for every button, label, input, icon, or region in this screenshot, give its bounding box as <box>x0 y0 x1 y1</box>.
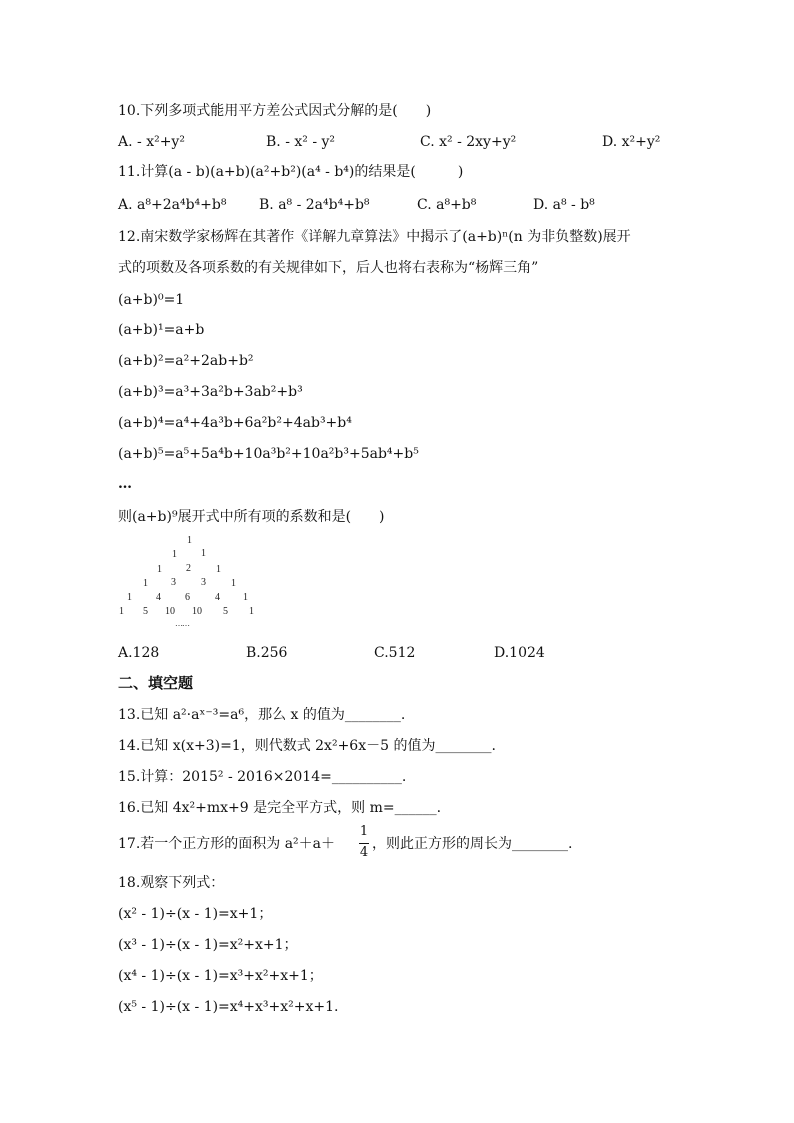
q18-line-3: (x⁵ - 1)÷(x - 1)=x⁴+x³+x²+x+1. <box>118 999 339 1015</box>
q10-option-d: D. x²+y² <box>602 134 661 150</box>
triangle-r1-c1: 1 <box>201 548 206 559</box>
triangle-r5-c0: 1 <box>119 606 124 617</box>
triangle-r1-c0: 1 <box>172 549 177 560</box>
q17-fraction-denominator: 4 <box>359 845 369 860</box>
triangle-r4-c2: 6 <box>185 592 190 603</box>
q15: 15.计算：2015² - 2016×2014=__________. <box>118 769 407 785</box>
triangle-r3-c1: 3 <box>171 577 176 588</box>
q10-stem: 10.下列多项式能用平方差公式因式分解的是( ) <box>118 103 432 119</box>
q12-expansion-0: (a+b)⁰=1 <box>118 292 185 308</box>
triangle-r2-c2: 1 <box>216 564 221 575</box>
triangle-r5-c3: 10 <box>192 606 202 617</box>
q18-stem: 18.观察下列式： <box>118 875 225 891</box>
q12-option-b: B.256 <box>246 645 288 661</box>
section-title-fill-in: 二、填空题 <box>118 674 194 692</box>
triangle-r4-c0: 1 <box>127 592 132 603</box>
triangle-r5-c1: 5 <box>143 606 148 617</box>
q11-option-b: B. a⁸ - 2a⁴b⁴+b⁸ <box>259 197 370 213</box>
q17-fraction-numerator: 1 <box>359 824 369 839</box>
q11-option-d: D. a⁸ - b⁸ <box>533 197 595 213</box>
q12-expansion-1: (a+b)¹=a+b <box>118 322 205 338</box>
q17-fraction-bar <box>359 843 369 844</box>
q17-suffix: ，则此正方形的周长为________. <box>372 836 573 852</box>
triangle-r0-c0: 1 <box>187 535 192 546</box>
triangle-r4-c4: 1 <box>243 592 248 603</box>
q13: 13.已知 a²·aˣ⁻³=a⁶，那么 x 的值为________. <box>118 707 406 723</box>
q11-option-c: C. a⁸+b⁸ <box>417 197 477 213</box>
triangle-r5-c5: 1 <box>249 606 254 617</box>
triangle-r2-c1: 2 <box>186 563 191 574</box>
triangle-r5-c2: 10 <box>165 606 175 617</box>
triangle-r4-c3: 4 <box>215 592 220 603</box>
q12-expansion-4: (a+b)⁴=a⁴+4a³b+6a²b²+4ab³+b⁴ <box>118 415 352 431</box>
q12-option-a: A.128 <box>118 645 160 661</box>
q12-ellipsis: … <box>118 476 132 492</box>
triangle-r5-c4: 5 <box>223 606 228 617</box>
triangle-r2-c0: 1 <box>157 564 162 575</box>
q12-expansion-2: (a+b)²=a²+2ab+b² <box>118 353 254 369</box>
q12-question: 则(a+b)⁹展开式中所有项的系数和是( ) <box>118 509 385 525</box>
q12-stem-line2: 式的项数及各项系数的有关规律如下，后人也将右表称为“杨辉三角” <box>118 260 539 276</box>
q17-prefix: 17.若一个正方形的面积为 a²＋a＋ <box>118 836 336 852</box>
q18-line-2: (x⁴ - 1)÷(x - 1)=x³+x²+x+1； <box>118 968 323 984</box>
q12-expansion-3: (a+b)³=a³+3a²b+3ab²+b³ <box>118 384 303 400</box>
triangle-r3-c0: 1 <box>143 578 148 589</box>
triangle-r4-c1: 4 <box>156 592 161 603</box>
triangle-r3-c2: 3 <box>201 577 206 588</box>
q12-option-c: C.512 <box>374 645 416 661</box>
q12-expansion-5: (a+b)⁵=a⁵+5a⁴b+10a³b²+10a²b³+5ab⁴+b⁵ <box>118 446 419 462</box>
q10-option-a: A. - x²+y² <box>118 134 185 150</box>
q18-line-1: (x³ - 1)÷(x - 1)=x²+x+1； <box>118 937 298 953</box>
q10-option-c: C. x² - 2xy+y² <box>420 134 517 150</box>
q17 <box>118 824 678 868</box>
q11-stem: 11.计算(a - b)(a+b)(a²+b²)(a⁴ - b⁴)的结果是( ) <box>118 164 464 180</box>
q18-line-0: (x² - 1)÷(x - 1)=x+1； <box>118 906 273 922</box>
q10-option-b: B. - x² - y² <box>266 134 336 150</box>
q14: 14.已知 x(x+3)=1，则代数式 2x²+6x－5 的值为________. <box>118 738 496 754</box>
triangle-dots: …… <box>175 619 189 628</box>
q12-option-d: D.1024 <box>494 645 545 661</box>
q16: 16.已知 4x²+mx+9 是完全平方式，则 m=______. <box>118 800 442 816</box>
triangle-r3-c3: 1 <box>231 578 236 589</box>
q12-stem-line1: 12.南宋数学家杨辉在其著作《详解九章算法》中揭示了(a+b)ⁿ(n 为非负整数)展开 <box>118 229 631 245</box>
q11-option-a: A. a⁸+2a⁴b⁴+b⁸ <box>118 197 227 213</box>
yanghui-triangle <box>115 533 265 633</box>
